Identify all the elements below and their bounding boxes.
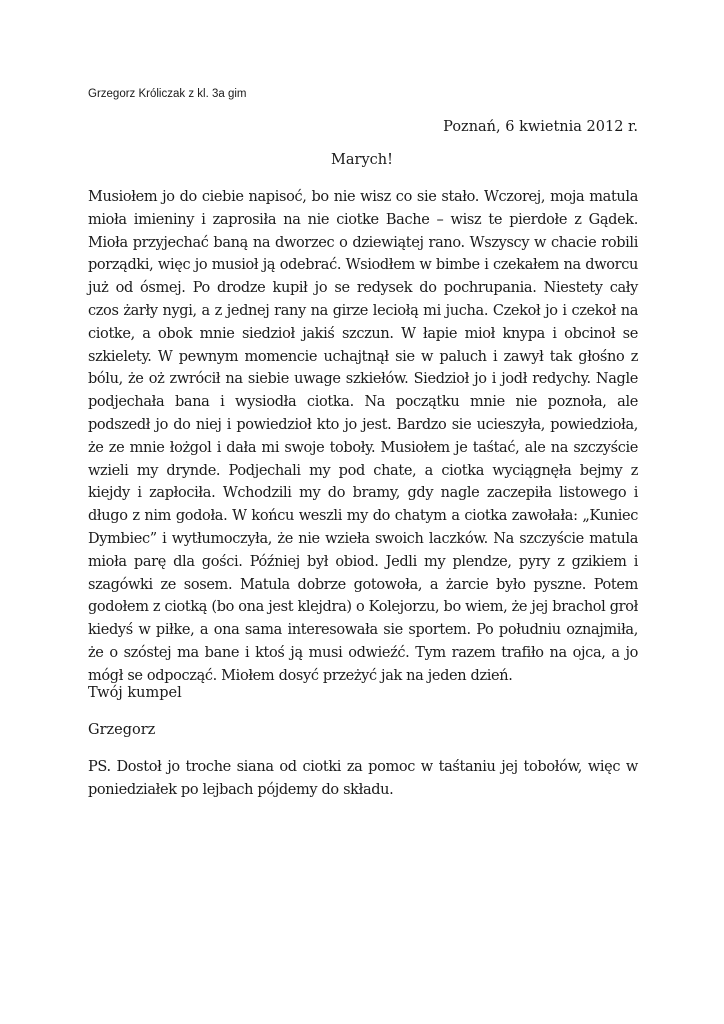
letter-signature: Grzegorz — [88, 722, 156, 738]
letter-body: Musiołem jo do ciebie napisoć, bo nie wisz co sie stało. Wczorej, moja matula mioła imieniny i zaprosiła na nie ciotke Bache – wisz te pierdołe z Gądek. Mioła przyjechać baną na dworzec o dziewiątej rano. Wszyscy w chacie robili porządki, więc jo musioł ją odebrać. Wsiodłem w bimbe i czekałem na dworcu już od ósmej. Po drodze kupił jo se redysek do pochrupania. Niestety cały czos żarły nygi, a z jednej rany na girze leciołą mi jucha. Czekoł jo i czekoł na ciotke, a obok mnie siedzioł jakiś szczun. W łapie mioł knypa i obcinoł se szkielety. W pewnym momencie uchajtnął sie w paluch i zawył tak głośno z bólu, że oż zwrócił na siebie uwage szkiełów. Siedzioł jo i jodł redychy. Nagle podjechała bana i wysiodła ciotka. Na początku mnie nie poznoła, ale podszedł jo do niej i powiedzioł kto jo jest. Bardzo sie ucieszyła, powiedzioła, że ze mnie łożgol i dała mi swoje toboły. Musiołem je taśtać, ale na szczyście wzieli my drynde. Podjechali my pod chate, a ciotka wyciągnęła bejmy z kiejdy i zapłociła. Wchodzili my do bramy, gdy nagle zaczepiła listowego i długo z nim godoła. W końcu weszli my do chatym a ciotka zawołała: „Kuniec Dymbiec” i wytłumoczyła, że nie wzieła swoich laczków. Na szczyście matula mioła parę dla gości. Później był obiod. Jedli my plendze, pyry z gzikiem i szagówki ze sosem. Matula dobrze gotowoła, a żarcie było pyszne. Potem godołem z ciotką (bo ona jest klejdra) o Kolejorzu, bo wiem, że jej brachol groł kiedyś w piłke, a ona sama interesowała sie sportem. Po południu oznajmiła, że o szóstej ma bane i ktoś ją musi odwieźć. Tym razem trafiło na ojca, a jo mógł se odpocząć. Miołem dosyć przeżyć jak na jeden dzień. — [88, 189, 638, 684]
letter-date: Poznań, 6 kwietnia 2012 r. — [443, 119, 638, 135]
postscript: PS. Dostoł jo troche siana od ciotki za pomoc w taśtaniu jej tobołów, więc w poniedziałek po lejbach pójdemy do składu. — [88, 759, 638, 798]
letter-closing: Twój kumpel — [88, 685, 182, 701]
letter-greeting: Marych! — [331, 152, 393, 168]
author-line: Grzegorz Króliczak z kl. 3a gim — [88, 88, 247, 100]
